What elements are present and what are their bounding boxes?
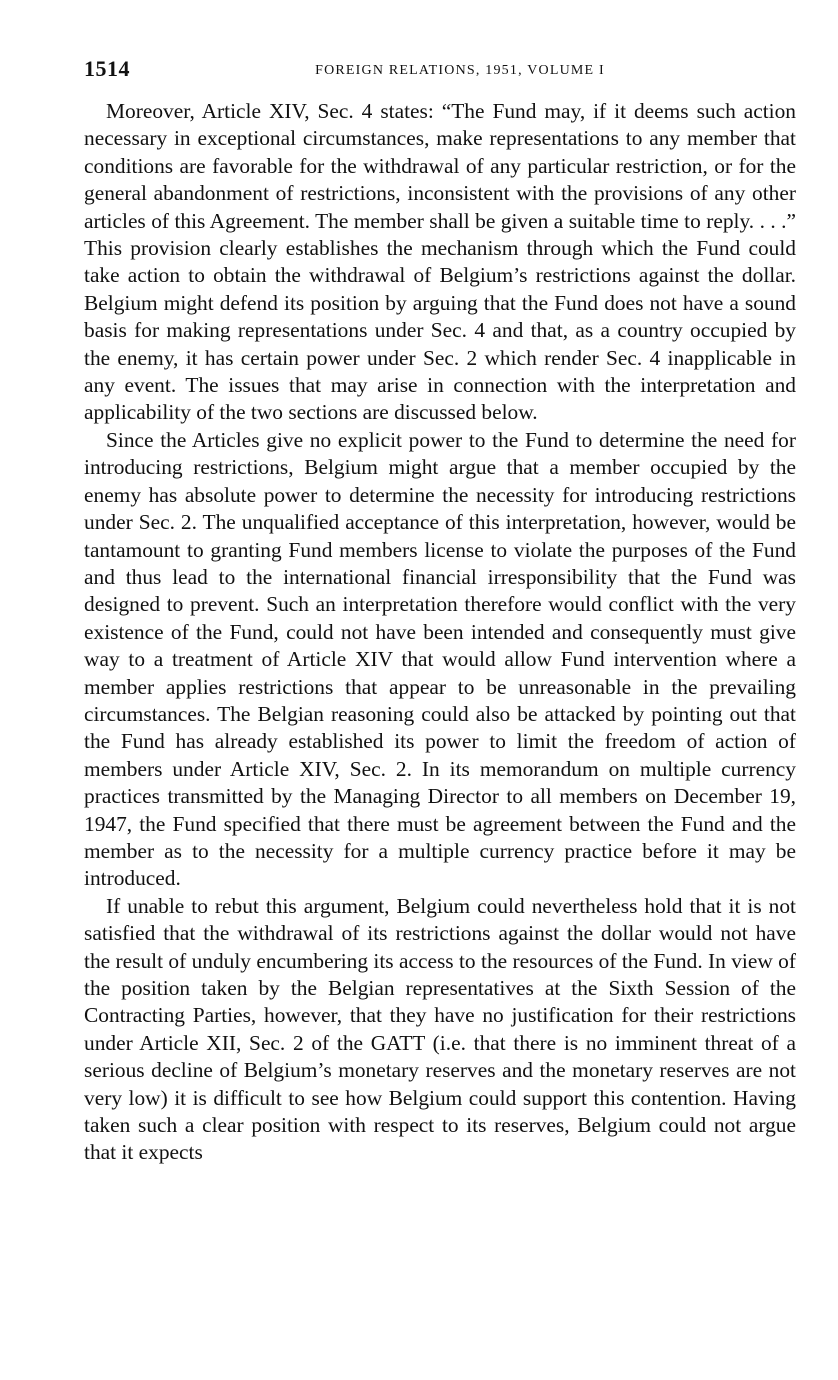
page-number: 1514 [84, 56, 130, 81]
document-body [84, 98, 796, 1167]
paragraph-fund-power: Since the Articles give no explicit power to the Fund to determine the need for introducing restrictions, Belgium might argue that a member occupied by the enemy has absolute power to determine the necessity for introducing restrictions under Sec. 2. The unqualified acceptance of this interpretation, however, would be tantamount to granting Fund members license to violate the purposes of the Fund and thus lead to the international financial irresponsibility that the Fund was designed to prevent. Such an interpretation therefore would conflict with the very existence of the Fund, could not have been intended and consequently must give way to a treatment of Article XIV that would allow Fund intervention where a member applies restrictions that appear to be unreasonable in the prevailing circumstances. The Belgian reasoning could also be attacked by pointing out that the Fund has already established its power to limit the freedom of action of members under Article XIV, Sec. 2. In its memorandum on multiple currency practices transmitted by the Managing Director to all members on December 19, 1947, the Fund specified that there must be agreement between the Fund and the member as to the necessity for a multiple currency practice before it may be introduced. [84, 427, 796, 891]
paragraph-article-xiv-sec-4: Moreover, Article XIV, Sec. 4 states: “The Fund may, if it deems such action necessary in exceptional circumstances, make representations to any member that conditions are favorable for the withdrawal of any particular restriction, or for the general abandonment of restrictions, inconsistent with the provisions of any other articles of this Agreement. The member shall be given a suitable time to reply. . . .” This provision clearly establishes the mechanism through which the Fund could take action to obtain the withdrawal of Belgium’s restrictions against the dollar. Belgium might defend its position by arguing that the Fund does not have a sound basis for making representations under Sec. 4 and that, as a country occupied by the enemy, it has certain power under Sec. 2 which render Sec. 4 inapplicable in any event. The issues that may arise in connection with the interpretation and applicability of the two sections are discussed below. [84, 99, 796, 425]
running-title: FOREIGN RELATIONS, 1951, VOLUME I [315, 63, 605, 78]
paragraph-belgium-reserves: If unable to rebut this argument, Belgium could nevertheless hold that it is not satisfied that the withdrawal of its restrictions against the dollar would not have the result of unduly encumbering its access to the resources of the Fund. In view of the position taken by the Belgian representatives at the Sixth Session of the Contracting Parties, however, that they have no justification for their restrictions under Article XII, Sec. 2 of the GATT (i.e. that there is no imminent threat of a serious decline of Belgium’s monetary reserves and the monetary reserves are not very low) it is difficult to see how Belgium could support this contention. Having taken such a clear position with respect to its reserves, Belgium could not argue that it expects [84, 893, 796, 1165]
page-header [84, 56, 796, 90]
